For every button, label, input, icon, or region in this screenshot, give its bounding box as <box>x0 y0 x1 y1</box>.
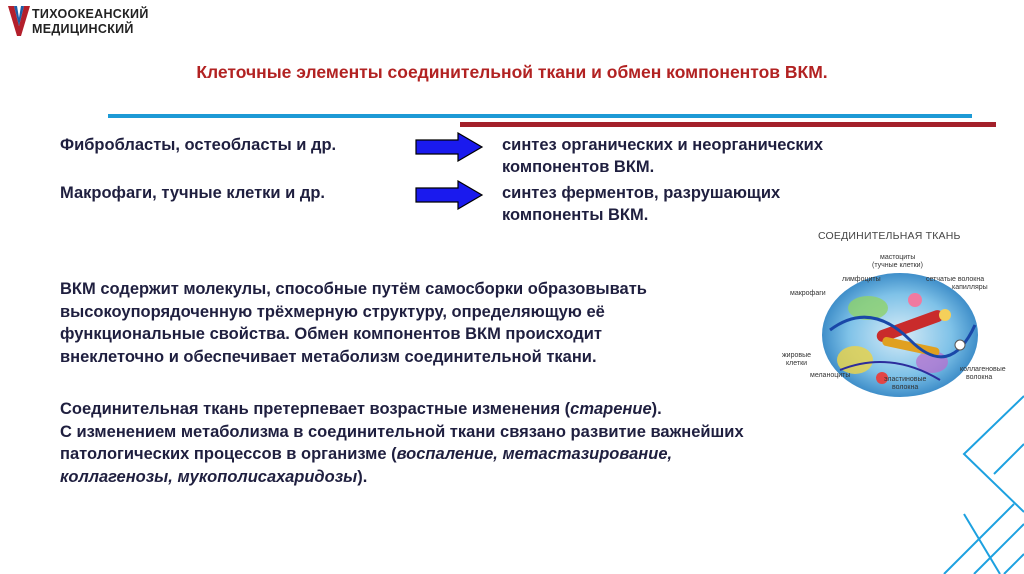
row2-right-text-line2: компоненты ВКМ. <box>502 206 649 224</box>
divider-red <box>460 122 996 127</box>
label-elastic-fibers: эластиновые <box>884 376 927 383</box>
slide-title: Клеточные элементы соединительной ткани и обмен компонентов ВКМ. <box>196 62 828 82</box>
row1-right-text-line2: компонентов ВКМ. <box>502 158 655 176</box>
italic-term: старение <box>570 400 652 418</box>
paragraph-line: ВКМ содержит молекулы, способные путём самосборки образовывать <box>60 280 647 298</box>
paragraph-line: С изменением метаболизма в соединительной ткани связано развитие важнейших <box>60 422 744 441</box>
label-mastocytes-sub: (тучные клетки) <box>872 262 923 269</box>
university-logo <box>8 4 168 38</box>
diagram-title: СОЕДИНИТЕЛЬНАЯ ТКАНЬ <box>818 230 961 242</box>
connective-tissue-diagram <box>780 228 1010 408</box>
italic-term: коллагенозы, мукополисахаридозы <box>60 467 358 486</box>
row2-right-text-line1: синтез ферментов, разрушающих <box>502 184 781 202</box>
aging-paragraph <box>60 398 744 488</box>
text-span: патологических процессов в организме ( <box>60 445 397 463</box>
label-lymphocytes: лимфоциты <box>842 276 881 283</box>
paragraph-line <box>60 443 744 466</box>
corner-decoration <box>904 394 1024 574</box>
row1-left-text: Фибробласты, остеобласты и др. <box>60 136 337 154</box>
logo-mark-icon <box>8 6 30 36</box>
logo-text-line2: МЕДИЦИНСКИЙ <box>32 22 134 36</box>
arrow-right-icon <box>414 132 484 162</box>
label-reticular-fibers: сетчатые волокна <box>926 276 985 283</box>
ecm-paragraph <box>60 278 647 368</box>
label-collagen-fibers-sub: волокна <box>966 374 993 381</box>
paragraph-line: функциональные свойства. Обмен компонентов ВКМ происходит <box>60 325 602 343</box>
label-collagen-fibers: коллагеновые <box>960 366 1006 373</box>
label-melanocytes: меланоциты <box>810 372 851 379</box>
label-macrophages: макрофаги <box>790 290 826 297</box>
label-fat-cells-sub: клетки <box>786 360 808 367</box>
label-mastocytes: мастоциты <box>880 254 916 261</box>
arrow-right-icon <box>414 180 484 210</box>
text-span: Соединительная ткань претерпевает возрастные изменения ( <box>60 400 571 418</box>
paragraph-line <box>60 466 744 489</box>
label-elastic-fibers-sub: волокна <box>892 384 919 391</box>
row1-right-text-line1: синтез органических и неорганических <box>502 136 824 154</box>
text-span: ). <box>357 467 368 486</box>
label-capillaries: капилляры <box>952 284 988 291</box>
logo-text-line1: ТИХООКЕАНСКИЙ <box>32 7 149 21</box>
paragraph-line: внеклеточно и обеспечивает метаболизм соединительной ткани. <box>60 347 597 366</box>
divider-blue <box>108 114 972 118</box>
text-span: ). <box>651 400 662 418</box>
paragraph-line: высокоупорядоченную трёхмерную структуру, определяющую её <box>60 302 605 321</box>
row2-left-text: Макрофаги, тучные клетки и др. <box>60 184 326 202</box>
label-fat-cells: жировые <box>782 352 812 359</box>
italic-term: воспаление, метастазирование, <box>396 445 673 463</box>
paragraph-line <box>60 398 744 421</box>
